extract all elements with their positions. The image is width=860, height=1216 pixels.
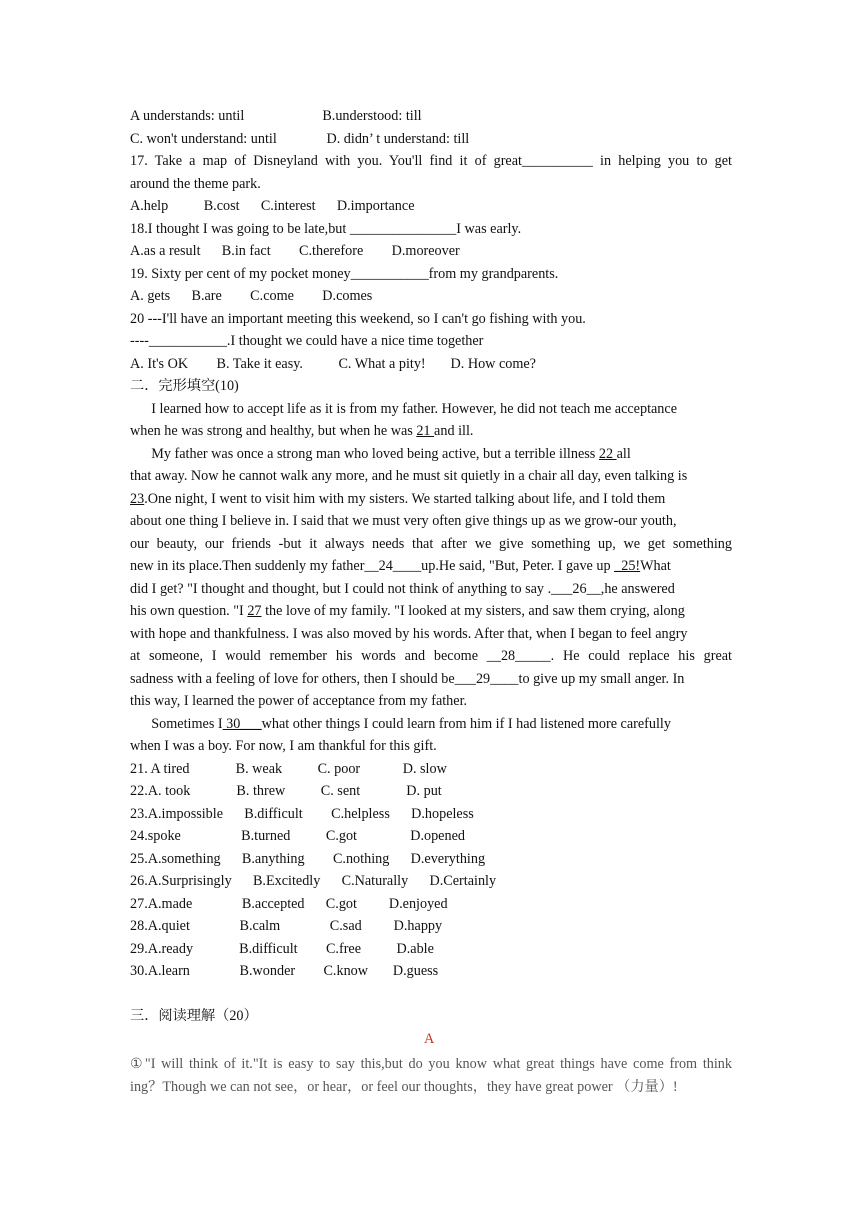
cloze-option-row: 22.A. took B. threw C. sent D. put — [130, 783, 442, 799]
reading-line: ing？Though we can not see，or hear，or feel our thoughts，they have great power （力量）! — [130, 1079, 678, 1095]
cloze-option-row: 30.A.learn B.wonder C.know D.guess — [130, 963, 439, 979]
question-17-options: A.help B.cost C.interest D.importance — [130, 198, 415, 214]
blank-23: 23 — [130, 491, 145, 507]
question-18-options: A.as a result B.in fact C.therefore D.moreover — [130, 243, 460, 259]
passage-line: Sometimes I 30___what other things I could learn from him if I had listened more carefully — [130, 716, 671, 732]
passage-line: with hope and thankfulness. I was also moved by his words. After that, when I began to feel angry — [130, 626, 688, 642]
passage-line: I learned how to accept life as it is from my father. However, he did not teach me acceptance — [130, 401, 678, 417]
question-19-stem: 19. Sixty per cent of my pocket money___________from my grandparents. — [130, 266, 559, 282]
passage-line: at someone, I would remember his words and become __28_____. He could replace his great — [130, 648, 732, 664]
question-17-stem: 17. Take a map of Disneyland with you. You'll find it of great__________ in helping you to get — [130, 153, 732, 169]
question-17-stem-cont: around the theme park. — [130, 176, 261, 192]
passage-line: when he was strong and healthy, but when he was 21 and ill. — [130, 423, 474, 439]
passage-line: did I get? "I thought and thought, but I could not think of anything to say .___26__,he answered — [130, 581, 675, 597]
reading-line: ①"I will think of it."It is easy to say this,but do you know what great things have come from think — [130, 1056, 732, 1072]
blank-25: _25! — [614, 558, 641, 574]
blank-27: 27 — [247, 603, 262, 619]
blank-30: 30___ — [222, 716, 262, 732]
question-18-stem: 18.I thought I was going to be late,but _______________I was early. — [130, 221, 522, 237]
passage-line: that away. Now he cannot walk any more, and he must sit quietly in a chair all day, even talking is — [130, 468, 688, 484]
question-16-options-ab: A understands: until B.understood: till — [130, 108, 422, 124]
blank-22: 22 — [598, 446, 617, 462]
passage-line: about one thing I believe in. I said that we must very often give things up as we grow-our youth, — [130, 513, 677, 529]
cloze-option-row: 26.A.Surprisingly B.Excitedly C.Naturally D.Certainly — [130, 873, 497, 889]
passage-line: when I was a boy. For now, I am thankful for this gift. — [130, 738, 437, 754]
passage-line: our beauty, our friends -but it always needs that after we give something up, we get something — [130, 536, 732, 552]
blank-21: 21 — [416, 423, 435, 439]
question-20-response: ----___________.I thought we could have a nice time together — [130, 333, 484, 349]
section-2-heading: 二．完形填空(10) — [130, 378, 239, 394]
cloze-option-row: 24.spoke B.turned C.got D.opened — [130, 828, 465, 844]
passage-line: sadness with a feeling of love for others, then I should be___29____to give up my small anger. In — [130, 671, 685, 687]
cloze-option-row: 29.A.ready B.difficult C.free D.able — [130, 941, 434, 957]
cloze-option-row: 27.A.made B.accepted C.got D.enjoyed — [130, 896, 448, 912]
question-16-options-cd: C. won't understand: until D. didn’ t understand: till — [130, 131, 470, 147]
reading-part-label: A — [424, 1031, 435, 1047]
passage-line: new in its place.Then suddenly my father__24____up.He said, "But, Peter. I gave up _25!What — [130, 558, 671, 574]
passage-line: his own question. "I 27 the love of my family. "I looked at my sisters, and saw them crying, along — [130, 603, 685, 619]
question-20-stem: 20 ---I'll have an important meeting this weekend, so I can't go fishing with you. — [130, 311, 586, 327]
question-19-options: A. gets B.are C.come D.comes — [130, 288, 373, 304]
passage-line: this way, I learned the power of acceptance from my father. — [130, 693, 468, 709]
section-3-heading: 三．阅读理解（20） — [130, 1008, 258, 1024]
cloze-option-row: 23.A.impossible B.difficult C.helpless D.hopeless — [130, 806, 474, 822]
question-20-options: A. It's OK B. Take it easy. C. What a pity! D. How come? — [130, 356, 536, 372]
cloze-option-row: 28.A.quiet B.calm C.sad D.happy — [130, 918, 443, 934]
cloze-option-row: 21. A tired B. weak C. poor D. slow — [130, 761, 447, 777]
passage-line: 23.One night, I went to visit him with my sisters. We started talking about life, and I told them — [130, 491, 666, 507]
cloze-option-row: 25.A.something B.anything C.nothing D.everything — [130, 851, 486, 867]
passage-line: My father was once a strong man who loved being active, but a terrible illness 22 all — [130, 446, 631, 462]
